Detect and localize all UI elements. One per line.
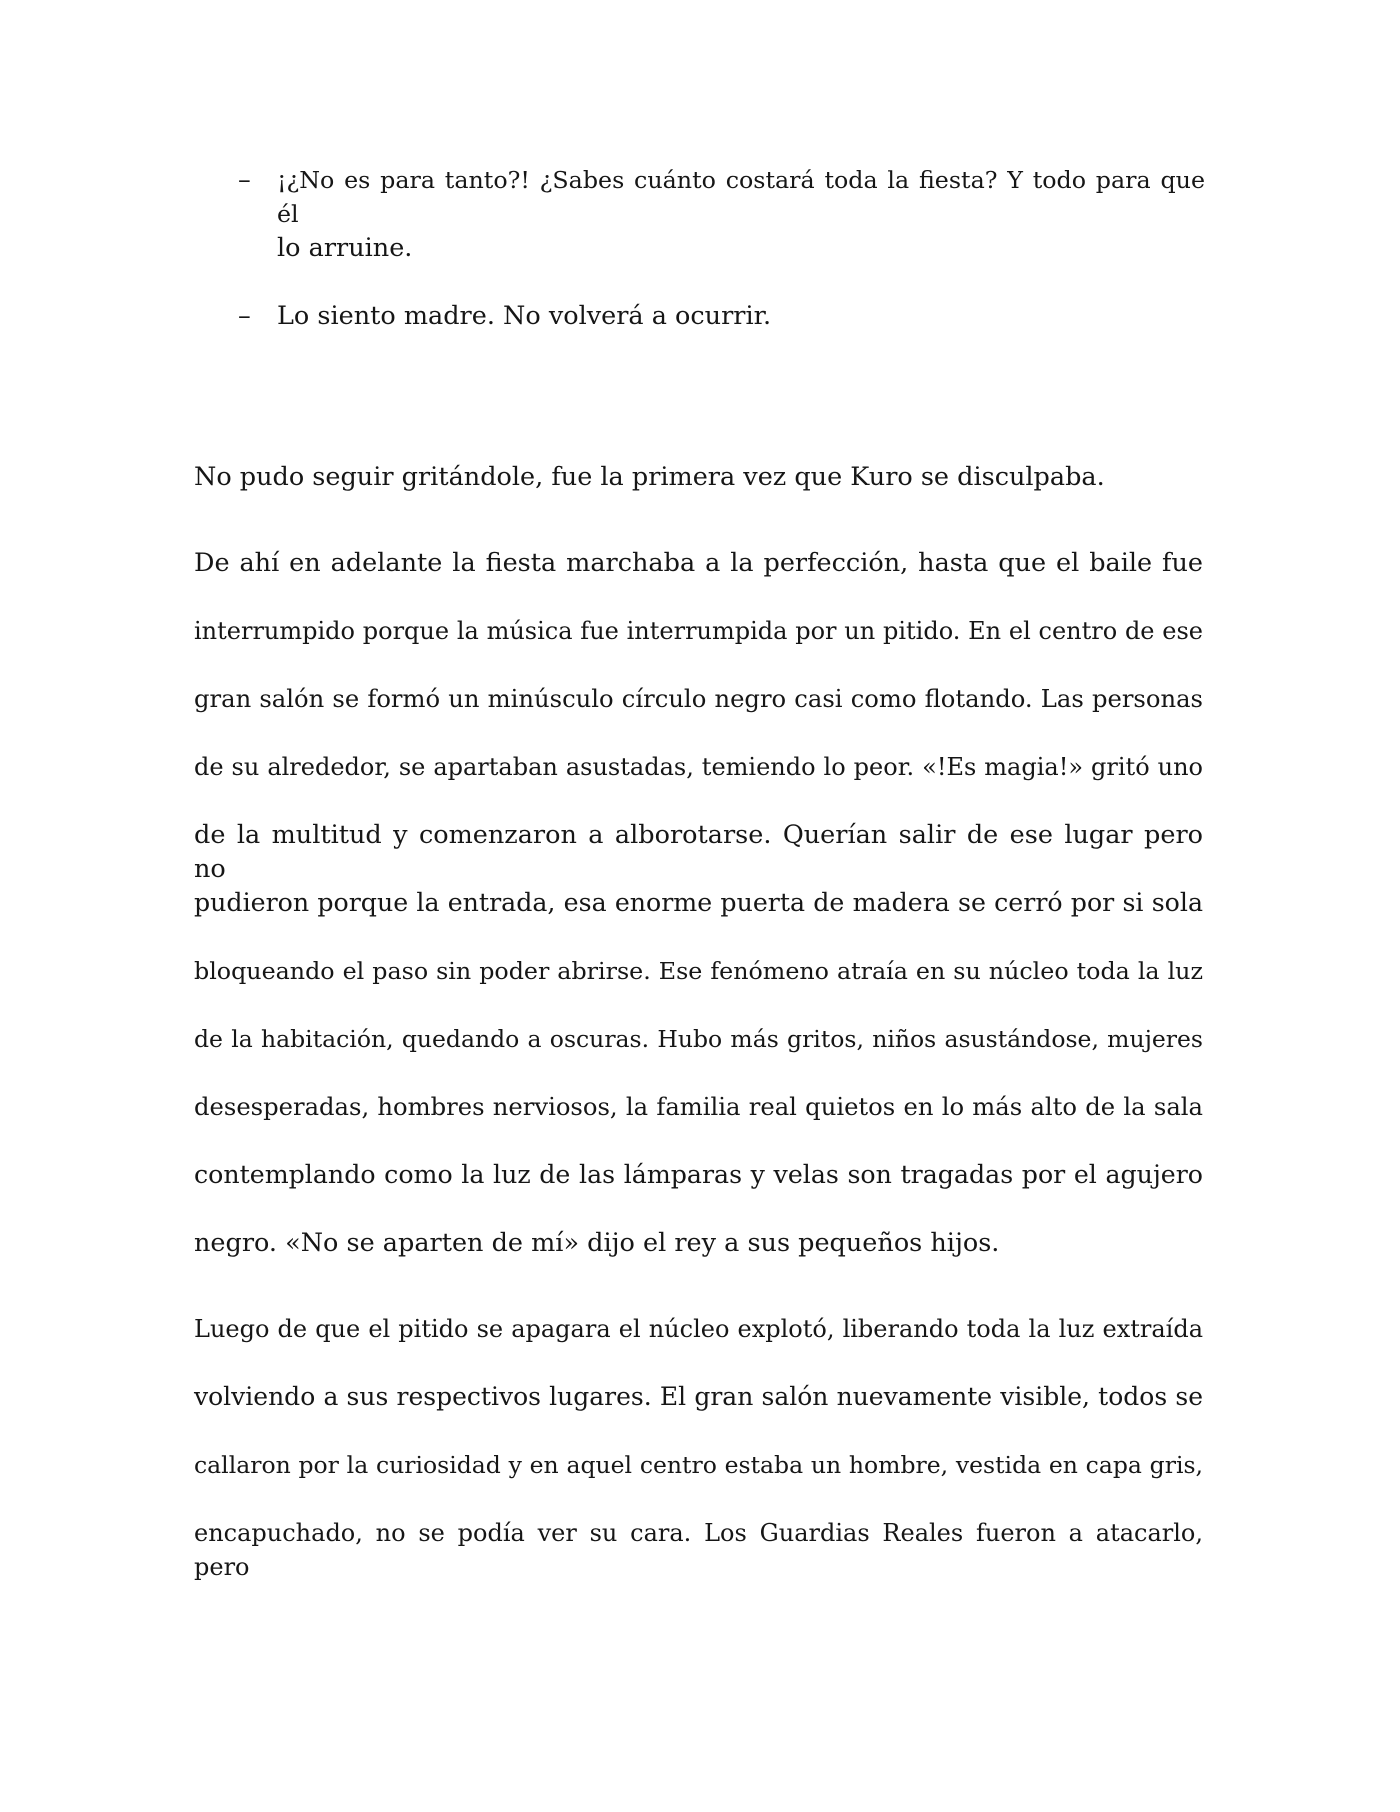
paragraph-line: negro. «No se aparten de mí» dijo el rey a sus pequeños hijos. xyxy=(194,1228,1000,1258)
dialogue-line: lo arruine. xyxy=(277,233,413,263)
paragraph-line: interrumpido porque la música fue interrumpida por un pitido. En el centro de ese xyxy=(194,617,1203,645)
paragraph-line: de su alrededor, se apartaban asustadas, temiendo lo peor. «!Es magia!» gritó uno xyxy=(194,753,1203,781)
dialogue-dash: – xyxy=(238,301,251,331)
dialogue-line: ¡¿No es para tanto?! ¿Sabes cuánto costará toda la fiesta? Y todo para que él xyxy=(277,166,1205,228)
paragraph-line: de la multitud y comenzaron a alborotarse. Querían salir de ese lugar pero no xyxy=(194,820,1203,884)
paragraph-line: callaron por la curiosidad y en aquel centro estaba un hombre, vestida en capa gris, xyxy=(194,1451,1203,1479)
paragraph-line: encapuchado, no se podía ver su cara. Los Guardias Reales fueron a atacarlo, pero xyxy=(194,1519,1203,1581)
paragraph-line: bloqueando el paso sin poder abrirse. Ese fenómeno atraía en su núcleo toda la luz xyxy=(194,957,1203,985)
paragraph-line: volviendo a sus respectivos lugares. El gran salón nuevamente visible, todos se xyxy=(194,1382,1203,1411)
paragraph-line: de la habitación, quedando a oscuras. Hubo más gritos, niños asustándose, mujeres xyxy=(194,1025,1203,1053)
paragraph-line: contemplando como la luz de las lámparas y velas son tragadas por el agujero xyxy=(194,1160,1203,1189)
paragraph-line: pudieron porque la entrada, esa enorme puerta de madera se cerró por si sola xyxy=(194,888,1203,917)
paragraph-line: desesperadas, hombres nerviosos, la familia real quietos en lo más alto de la sala xyxy=(194,1092,1203,1121)
paragraph-line: De ahí en adelante la fiesta marchaba a la perfección, hasta que el baile fue xyxy=(194,548,1203,578)
dialogue-dash: – xyxy=(238,165,251,195)
dialogue-line: Lo siento madre. No volverá a ocurrir. xyxy=(277,301,772,331)
paragraph-line: Luego de que el pitido se apagara el núcleo explotó, liberando toda la luz extraída xyxy=(194,1315,1203,1343)
paragraph-line: No pudo seguir gritándole, fue la primera vez que Kuro se disculpaba. xyxy=(194,462,1105,492)
paragraph-line: gran salón se formó un minúsculo círculo negro casi como flotando. Las personas xyxy=(194,684,1203,713)
